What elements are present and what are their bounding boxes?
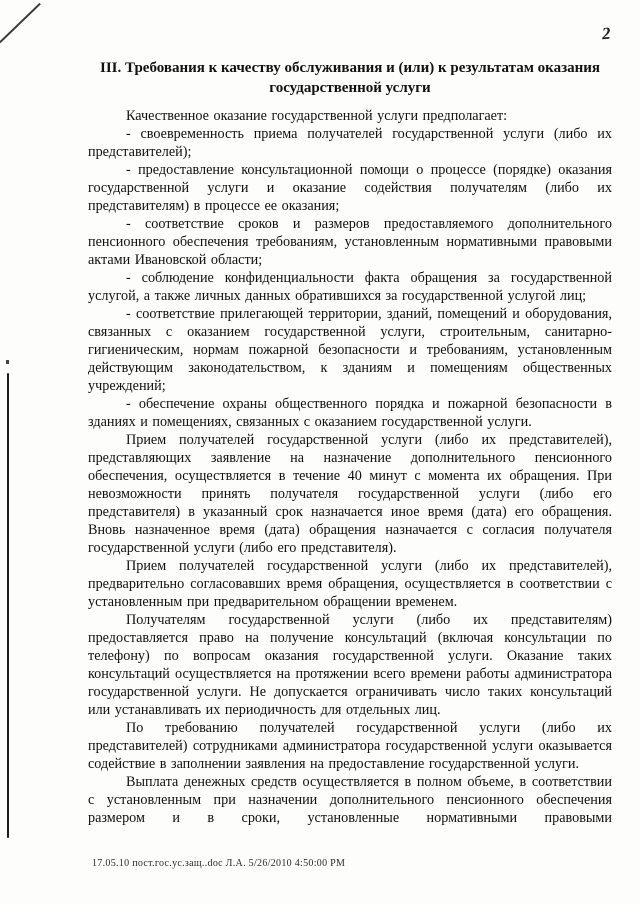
- paragraph: Прием получателей государственной услуги (либо их представителей), предварительно согласовавших время обращения, осуществляется в соответствии с установленным при предварительном обращении временем.: [88, 558, 612, 610]
- list-item: - соответствие сроков и размеров предоставляемого дополнительного пенсионного обеспечения требованиям, установленным нормативными правовыми актами Ивановской области;: [88, 216, 612, 268]
- scan-artifact-corner-line: [0, 3, 41, 43]
- paragraph: По требованию получателей государственной услуги (либо их представителей) сотрудниками администратора государственной услуги оказывается содействие в заполнении заявления на предоставление государственной услуги.: [88, 720, 612, 772]
- page-number: 2: [600, 23, 611, 44]
- document-footer-note: 17.05.10 пост.гос.ус.защ..doc Л.А. 5/26/2010 4:50:00 PM: [92, 858, 346, 869]
- list-item: - соответствие прилегающей территории, зданий, помещений и оборудования, связанных с оказанием государственной услуги, строительным, санитарно-гигиеническим, нормам пожарной безопасности и требованиям, установленным действующим законодательством, к зданиям и помещениям общественных учреждений;: [88, 306, 612, 394]
- list-item: - предоставление консультационной помощи о процессе (порядке) оказания государственной услуги и оказание содействия получателям (либо их представителям) в процессе ее оказания;: [88, 162, 612, 214]
- body-text: [88, 107, 612, 827]
- paragraph-truncated: Выплата денежных средств осуществляется в полном объеме, в соответствии с установленным при назначении дополнительного пенсионного обеспечения размером и в сроки, установленные нормативными правовыми: [88, 774, 612, 826]
- paragraph-intro: Качественное оказание государственной услуги предполагает:: [126, 108, 508, 124]
- list-item: - соблюдение конфиденциальности факта обращения за государственной услугой, а также личных данных обратившихся за государственной услугой лиц;: [88, 270, 612, 304]
- list-item: - своевременность приема получателей государственной услуги (либо их представителей);: [88, 126, 612, 160]
- section-heading: III. Требования к качеству обслуживания и (или) к результатам оказания государственной услуги: [100, 60, 601, 96]
- scan-artifact-left-line: [7, 373, 9, 838]
- paragraph: Прием получателей государственной услуги (либо их представителей), представляющих заявление на назначение дополнительного пенсионного обеспечения, осуществляется в течение 40 минут с момента их обращения. При невозможности принять получателя государственной услуги (либо его представителя) в указанный срок назначается иное время (дата) его обращения. Вновь назначенное время (дата) обращения назначается с согласия получателя государственной услуги (либо его представителя).: [88, 432, 612, 556]
- paragraph: Получателям государственной услуги (либо их представителям) предоставляется право на получение консультаций (включая консультации по телефону) по вопросам оказания государственной услуги. Оказание таких консультаций осуществляется на протяжении всего времени работы администратора государственной услуги. Не допускается ограничивать число таких консультаций или устанавливать их периодичность для отдельных лиц.: [88, 612, 612, 718]
- scan-artifact-left-tick: [6, 360, 9, 364]
- document-content: [88, 58, 612, 827]
- list-item: - обеспечение охраны общественного порядка и пожарной безопасности в зданиях и помещениях, связанных с оказанием государственной услуги.: [88, 396, 612, 430]
